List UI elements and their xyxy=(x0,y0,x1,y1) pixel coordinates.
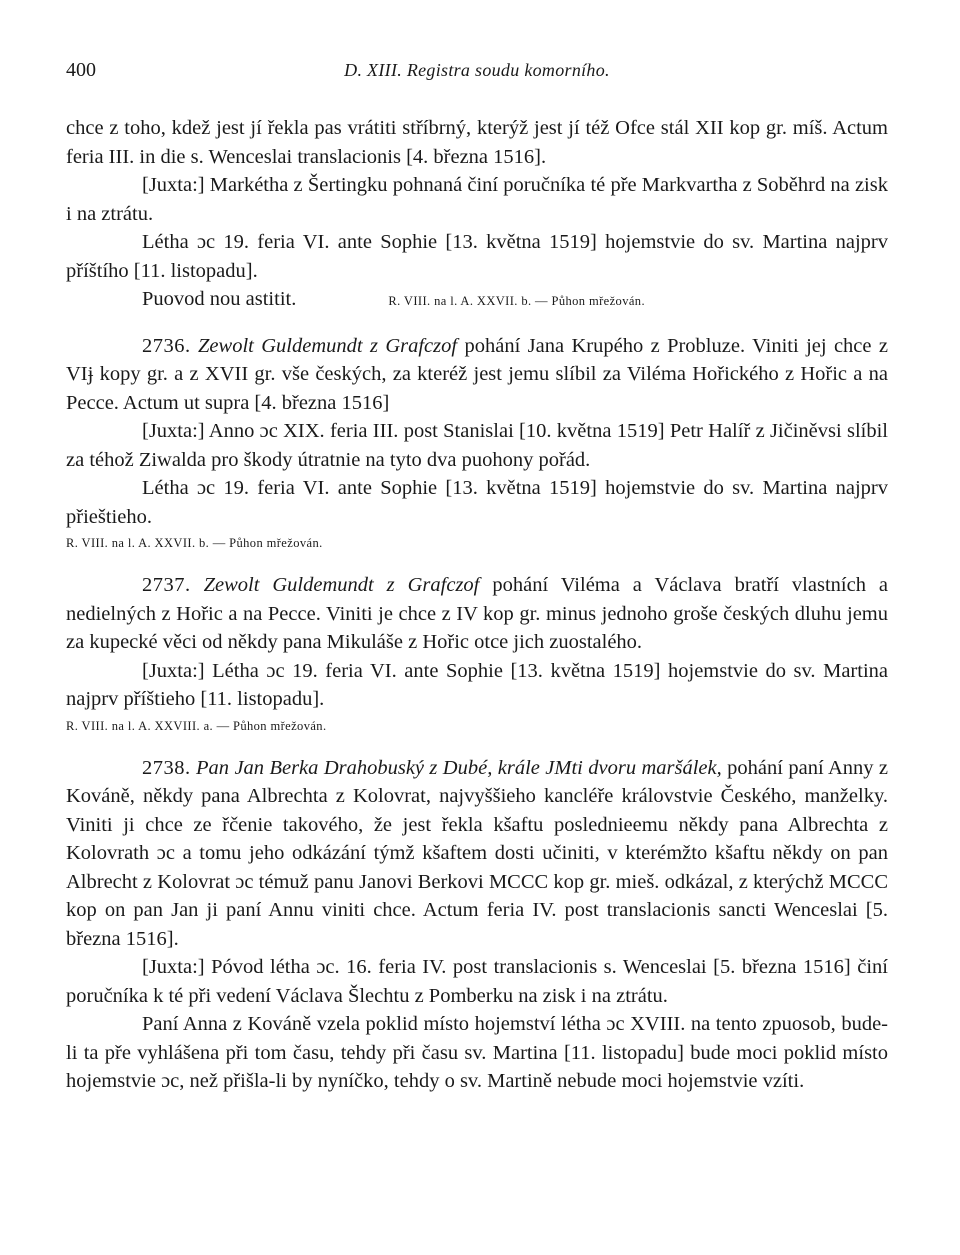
intro-ref: R. VIII. na l. A. XXVII. b. — Půhon mřežován. xyxy=(388,294,645,308)
entry-body: pohání paní Anny z Kováně, někdy pana Albrechta z Kolovrat, najvyššieho kancléře královstvie Českého, manželky. Viniti ji chce ze řčenie takového, že jest řekla kšaftu poslednieemu někdy pana Albrechta z Kolovrath ɔc a tomu jeho odkázání týmž kšaftem dosti učiniti, v kterémžto kšaftu někdy on pan Albrecht z Kolovrat ɔc témuž panu Janovi Berkovi MCCC kop gr. mieš. odkázal, z kterýchž MCCC kop on pan Jan ji paní Annu viniti chce. Actum feria IV. post translacionis sancti Wenceslai [5. března 1516]. xyxy=(66,756,888,950)
entry-2736 xyxy=(66,332,888,554)
entry-party: Zewolt Guldemundt z Grafczof xyxy=(198,334,458,357)
page-number: 400 xyxy=(66,59,96,81)
intro-juxta: [Juxta:] Markétha z Šertingku pohnaná činí poručníka té pře Markvartha z Soběhrd na zisk i na ztrátu. xyxy=(66,174,888,225)
entry-extra: Paní Anna z Kováně vzela poklid místo hojemství létha ɔc XVIII. na tento zpuosob, bude-li ta pře vyhlášena při tom času, tehdy při času sv. Martina [11. listopadu] bude moci poklid místo hojemstvie ɔc, než přišla-li by nyníčko, tehdy o sv. Martině nebude moci hojemstvie vzíti. xyxy=(66,1013,888,1092)
intro-section xyxy=(66,114,888,314)
entry-party: Pan Jan Berka Drahobuský z Dubé, krále JMti dvoru maršálek, xyxy=(196,756,722,779)
entry-text xyxy=(66,754,888,954)
intro-text: chce z toho, kdež jest jí řekla pas vrátiti stříbrný, kterýž jest jí též Ofce stál XII kop gr. míš. Actum feria III. in die s. Wenceslai translacionis [4. března 1516]. xyxy=(66,117,888,168)
entry-juxta: [Juxta:] Anno ɔc XIX. feria III. post Stanislai [10. května 1519] Petr Halíř z Jičiněvsi slíbil za téhož Ziwalda pro škody útratnie na tyto dva puohony pořád. xyxy=(66,420,888,471)
intro-closing: Puovod nou astitit. xyxy=(142,288,297,310)
entry-2737 xyxy=(66,571,888,736)
entry-party: Zewolt Guldemundt z Grafczof xyxy=(203,574,480,596)
entry-juxta: [Juxta:] Póvod létha ɔc. 16. feria IV. post translacionis s. Wenceslai [5. března 1516] činí poručníka k té při vedení Václava Šlechtu z Pomberku na zisk i na ztrátu. xyxy=(66,956,888,1007)
entry-number: 2738. xyxy=(142,756,191,779)
entry-2738 xyxy=(66,754,888,1096)
entry-number: 2737. xyxy=(142,574,191,596)
entry-juxta: [Juxta:] Létha ɔc 19. feria VI. ante Sophie [13. května 1519] hojemstvie do sv. Martina najprv příštieho [11. listopadu]. xyxy=(66,659,888,710)
entry-number: 2736. xyxy=(142,334,191,357)
page-header xyxy=(66,56,888,86)
entry-ref: R. VIII. na l. A. XXVIII. a. — Půhon mřežován. xyxy=(66,718,327,733)
entry-text xyxy=(66,571,888,657)
running-title: D. XIII. Registra soudu komorního. xyxy=(344,60,610,80)
entry-body: pohání Jana Krupého z Probluze. Viniti jej chce z VIɉ kopy gr. a z XVII gr. vše českých, za kteréž jest jemu slíbil za Viléma Hořického z Hořic a na Pecce. Actum ut supra [4. března 1516] xyxy=(66,334,888,414)
intro-letha: Létha ɔc 19. feria VI. ante Sophie [13. května 1519] hojemstvie do sv. Martina najprv příštího [11. listopadu]. xyxy=(66,231,888,282)
entry-body: pohání Viléma a Václava bratří vlastních a nedielných z Hořic a na Pecce. Viniti je chce z IV kop gr. minus jednoho groše českých dluhu jemu za kupecké věci od někdy pana Mikuláše z Hořic otce jich zuostalého. xyxy=(66,574,889,653)
entry-letha: Létha ɔc 19. feria VI. ante Sophie [13. května 1519] hojemstvie do sv. Martina najprv přieštieho. xyxy=(66,477,888,528)
entry-ref: R. VIII. na l. A. XXVII. b. — Půhon mřežován. xyxy=(66,536,323,550)
intro-closing-line xyxy=(66,285,888,314)
entry-text xyxy=(66,332,888,418)
